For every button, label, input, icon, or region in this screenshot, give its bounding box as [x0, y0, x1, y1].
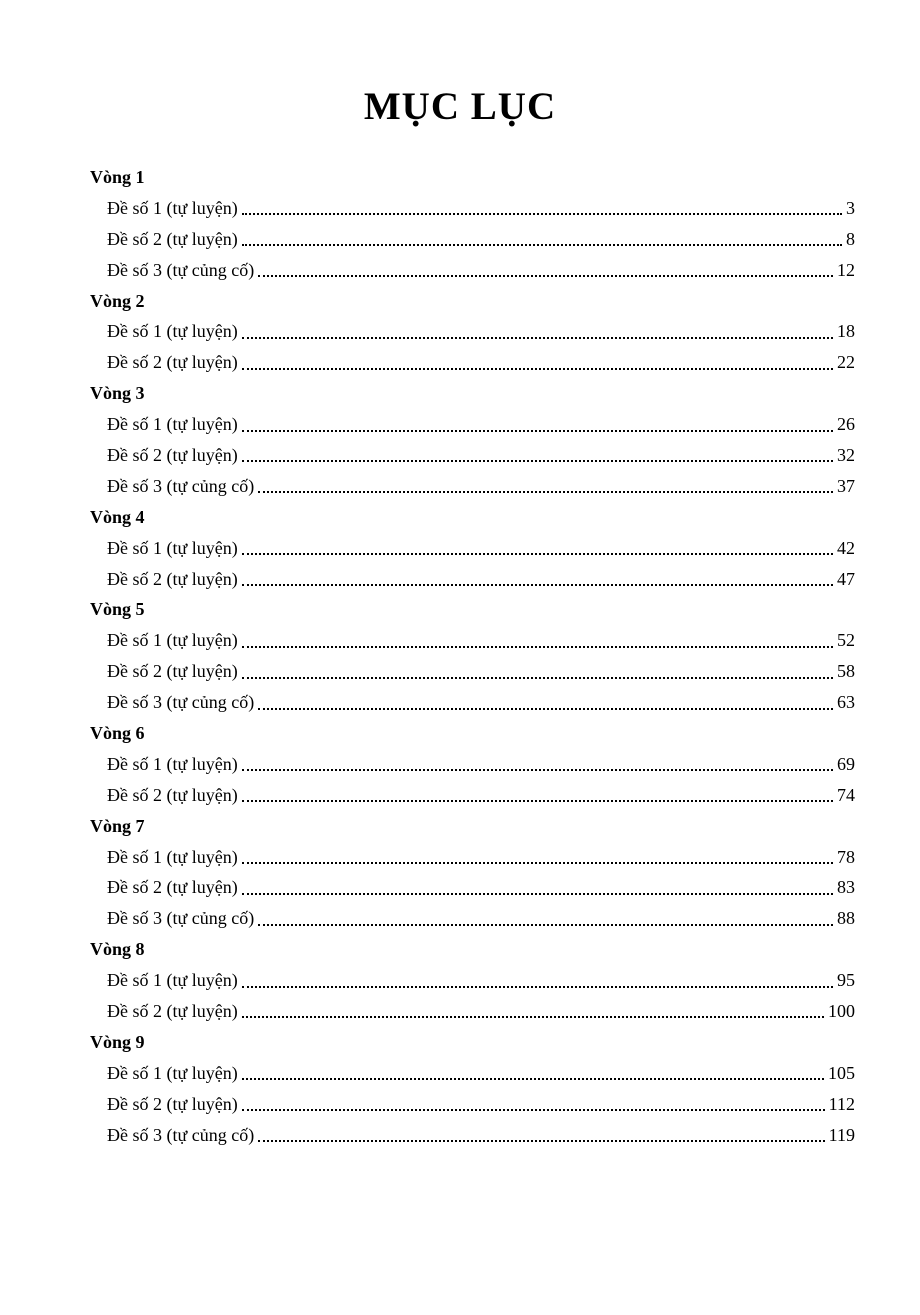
toc-entry[interactable] — [90, 471, 855, 502]
dot-leader — [242, 243, 842, 246]
toc-page-number: 58 — [837, 661, 855, 682]
toc-entry[interactable] — [90, 533, 855, 564]
dot-leader — [242, 367, 833, 370]
toc-page-number: 119 — [828, 1124, 855, 1145]
toc-entry-title: Đề số 3 (tự củng cố) — [107, 259, 255, 280]
dot-leader — [242, 676, 833, 679]
toc-page-number: 78 — [837, 846, 855, 867]
toc-entry-title: Đề số 1 (tự luyện) — [107, 537, 238, 558]
toc-page-number: 95 — [837, 970, 855, 991]
toc-entry-title: Đề số 3 (tự củng cố) — [107, 1124, 255, 1145]
dot-leader — [242, 1077, 824, 1080]
dot-leader — [242, 861, 833, 864]
dot-leader — [242, 1015, 824, 1018]
dot-leader — [242, 799, 833, 802]
section-heading: Vòng 7 — [90, 815, 145, 836]
toc-entry-title: Đề số 2 (tự luyện) — [107, 568, 238, 589]
toc-page-number: 105 — [828, 1062, 855, 1083]
dot-leader — [242, 985, 833, 988]
section-heading: Vòng 4 — [90, 506, 145, 527]
dot-leader — [242, 336, 833, 339]
toc-entry-title: Đề số 1 (tự luyện) — [107, 1062, 238, 1083]
toc-entry[interactable] — [90, 564, 855, 595]
toc-entry-title: Đề số 1 (tự luyện) — [107, 970, 238, 991]
toc-entry-title: Đề số 3 (tự củng cố) — [107, 475, 255, 496]
toc-entry[interactable] — [90, 780, 855, 811]
toc-entry[interactable] — [90, 193, 855, 224]
toc-entry-title: Đề số 1 (tự luyện) — [107, 414, 238, 435]
toc-page-number: 63 — [837, 692, 855, 713]
toc-entry[interactable] — [90, 687, 855, 718]
toc-entry[interactable] — [90, 965, 855, 996]
toc-entry[interactable] — [90, 656, 855, 687]
toc-page-number: 8 — [846, 228, 855, 249]
dot-leader — [258, 1139, 824, 1142]
toc-entry-title: Đề số 2 (tự luyện) — [107, 352, 238, 373]
toc-entry[interactable] — [90, 1058, 855, 1089]
dot-leader — [242, 768, 833, 771]
toc-page-number: 112 — [828, 1093, 855, 1114]
section-heading: Vòng 2 — [90, 290, 145, 311]
toc-entry-title: Đề số 2 (tự luyện) — [107, 228, 238, 249]
toc-page-number: 37 — [837, 475, 855, 496]
toc-entry-title: Đề số 2 (tự luyện) — [107, 1093, 238, 1114]
toc-page-number: 47 — [837, 568, 855, 589]
toc-entry-title: Đề số 1 (tự luyện) — [107, 846, 238, 867]
section-heading: Vòng 9 — [90, 1031, 145, 1052]
toc-entry[interactable] — [90, 409, 855, 440]
dot-leader — [258, 490, 833, 493]
dot-leader — [242, 429, 833, 432]
dot-leader — [242, 552, 833, 555]
toc-entry[interactable] — [90, 996, 855, 1027]
toc-page-number: 52 — [837, 630, 855, 651]
section-heading: Vòng 3 — [90, 383, 145, 404]
dot-leader — [258, 274, 833, 277]
toc-page-number: 42 — [837, 537, 855, 558]
dot-leader — [258, 923, 833, 926]
toc-page-number: 88 — [837, 908, 855, 929]
toc-entry[interactable] — [90, 842, 855, 873]
toc-entry-title: Đề số 2 (tự luyện) — [107, 444, 238, 465]
toc-entry[interactable] — [90, 749, 855, 780]
toc-entry-title: Đề số 2 (tự luyện) — [107, 661, 238, 682]
section-heading: Vòng 6 — [90, 722, 145, 743]
toc-page-number: 69 — [837, 753, 855, 774]
toc-entry-title: Đề số 1 (tự luyện) — [107, 321, 238, 342]
toc-page-number: 74 — [837, 784, 855, 805]
toc-entry[interactable] — [90, 440, 855, 471]
toc-entry-title: Đề số 2 (tự luyện) — [107, 1000, 238, 1021]
toc-page-number: 100 — [828, 1000, 855, 1021]
dot-leader — [258, 707, 833, 710]
toc-entry-title: Đề số 3 (tự củng cố) — [107, 908, 255, 929]
toc-entry[interactable] — [90, 316, 855, 347]
dot-leader — [242, 583, 833, 586]
toc-entry-title: Đề số 1 (tự luyện) — [107, 197, 238, 218]
toc-entry[interactable] — [90, 255, 855, 286]
dot-leader — [242, 645, 833, 648]
dot-leader — [242, 1108, 825, 1111]
dot-leader — [242, 459, 833, 462]
toc-entry[interactable] — [90, 903, 855, 934]
toc-page-number: 83 — [837, 877, 855, 898]
toc-page-number: 12 — [837, 259, 855, 280]
toc-entry[interactable] — [90, 1089, 855, 1120]
table-of-contents — [90, 162, 855, 1151]
page-title: MỤC LỤC — [363, 85, 557, 128]
toc-entry-title: Đề số 1 (tự luyện) — [107, 753, 238, 774]
toc-entry[interactable] — [90, 625, 855, 656]
toc-page-number: 18 — [837, 321, 855, 342]
toc-page-number: 3 — [846, 197, 855, 218]
dot-leader — [242, 892, 833, 895]
toc-entry-title: Đề số 3 (tự củng cố) — [107, 692, 255, 713]
toc-page-number: 32 — [837, 444, 855, 465]
toc-entry[interactable] — [90, 347, 855, 378]
toc-entry[interactable] — [90, 872, 855, 903]
toc-entry[interactable] — [90, 1120, 855, 1151]
toc-page-number: 22 — [837, 352, 855, 373]
toc-page-number: 26 — [837, 414, 855, 435]
toc-entry-title: Đề số 1 (tự luyện) — [107, 630, 238, 651]
section-heading: Vòng 5 — [90, 599, 145, 620]
toc-entry-title: Đề số 2 (tự luyện) — [107, 877, 238, 898]
toc-entry-title: Đề số 2 (tự luyện) — [107, 784, 238, 805]
section-heading: Vòng 8 — [90, 939, 145, 960]
section-heading: Vòng 1 — [90, 166, 145, 187]
dot-leader — [242, 212, 842, 215]
toc-entry[interactable] — [90, 224, 855, 255]
